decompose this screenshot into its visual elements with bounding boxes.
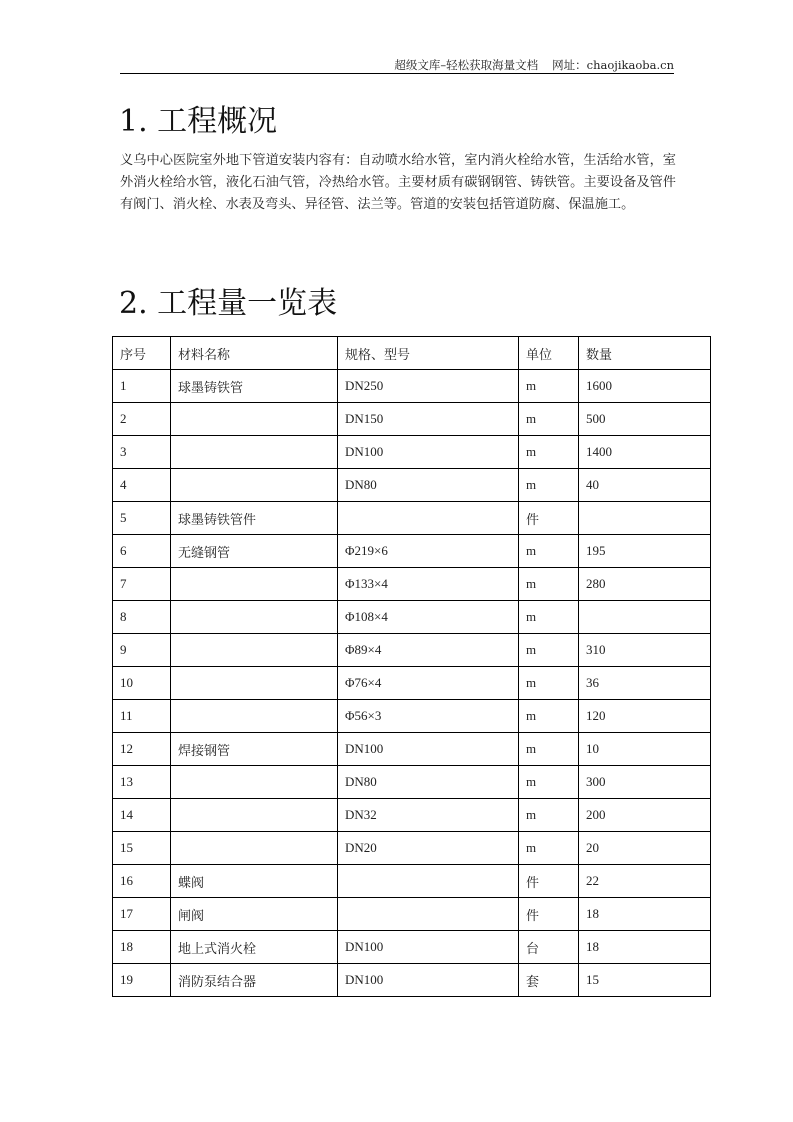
cell-spec <box>338 502 519 535</box>
cell-spec: DN20 <box>338 832 519 865</box>
cell-unit: m <box>519 535 579 568</box>
cell-unit: m <box>519 436 579 469</box>
table-header-row <box>113 337 711 370</box>
cell-unit: m <box>519 799 579 832</box>
cell-unit: m <box>519 634 579 667</box>
cell-spec: Φ219×6 <box>338 535 519 568</box>
cell-unit: m <box>519 832 579 865</box>
quantity-table <box>112 336 711 997</box>
cell-material <box>171 766 338 799</box>
table-row <box>113 370 711 403</box>
cell-unit: m <box>519 370 579 403</box>
cell-material: 无缝钢管 <box>171 535 338 568</box>
cell-index: 7 <box>113 568 171 601</box>
cell-spec: DN80 <box>338 469 519 502</box>
cell-spec: DN80 <box>338 766 519 799</box>
cell-material <box>171 700 338 733</box>
header-cell-spec: 规格、型号 <box>338 337 519 370</box>
cell-material: 球墨铸铁管件 <box>171 502 338 535</box>
cell-quantity: 10 <box>579 733 711 766</box>
cell-unit: m <box>519 766 579 799</box>
cell-quantity: 1600 <box>579 370 711 403</box>
section-title-overview: 1. 工程概况 <box>119 104 278 139</box>
cell-spec: DN250 <box>338 370 519 403</box>
cell-index: 8 <box>113 601 171 634</box>
cell-unit: m <box>519 403 579 436</box>
cell-unit: 件 <box>519 502 579 535</box>
cell-index: 18 <box>113 931 171 964</box>
cell-unit: 套 <box>519 964 579 997</box>
cell-material <box>171 436 338 469</box>
cell-quantity: 22 <box>579 865 711 898</box>
cell-quantity <box>579 502 711 535</box>
cell-index: 1 <box>113 370 171 403</box>
cell-quantity: 500 <box>579 403 711 436</box>
cell-quantity: 280 <box>579 568 711 601</box>
table-row <box>113 766 711 799</box>
cell-index: 5 <box>113 502 171 535</box>
cell-material: 蝶阀 <box>171 865 338 898</box>
cell-quantity: 195 <box>579 535 711 568</box>
cell-unit: 台 <box>519 931 579 964</box>
table-row <box>113 700 711 733</box>
cell-spec: Φ89×4 <box>338 634 519 667</box>
header-divider <box>120 73 674 74</box>
cell-quantity: 300 <box>579 766 711 799</box>
site-url: 网址：chaojikaoba.cn <box>552 58 674 72</box>
table-row <box>113 964 711 997</box>
table-row <box>113 601 711 634</box>
cell-material: 球墨铸铁管 <box>171 370 338 403</box>
cell-quantity: 120 <box>579 700 711 733</box>
cell-index: 9 <box>113 634 171 667</box>
cell-unit: m <box>519 700 579 733</box>
cell-spec: DN100 <box>338 733 519 766</box>
cell-unit: 件 <box>519 865 579 898</box>
cell-index: 17 <box>113 898 171 931</box>
cell-material <box>171 832 338 865</box>
table-row <box>113 799 711 832</box>
cell-spec: Φ108×4 <box>338 601 519 634</box>
cell-spec: DN100 <box>338 436 519 469</box>
table-row <box>113 931 711 964</box>
cell-index: 3 <box>113 436 171 469</box>
cell-quantity: 1400 <box>579 436 711 469</box>
cell-unit: m <box>519 568 579 601</box>
cell-quantity: 20 <box>579 832 711 865</box>
cell-spec: DN100 <box>338 964 519 997</box>
cell-material <box>171 403 338 436</box>
cell-index: 4 <box>113 469 171 502</box>
table-row <box>113 436 711 469</box>
header-cell-material: 材料名称 <box>171 337 338 370</box>
cell-index: 19 <box>113 964 171 997</box>
cell-unit: m <box>519 469 579 502</box>
cell-index: 13 <box>113 766 171 799</box>
cell-material <box>171 634 338 667</box>
cell-spec: Φ133×4 <box>338 568 519 601</box>
cell-material <box>171 601 338 634</box>
cell-spec: DN32 <box>338 799 519 832</box>
page-header <box>120 57 674 73</box>
cell-quantity: 310 <box>579 634 711 667</box>
table-row <box>113 733 711 766</box>
table-row <box>113 667 711 700</box>
cell-index: 16 <box>113 865 171 898</box>
header-cell-unit: 单位 <box>519 337 579 370</box>
table-row <box>113 634 711 667</box>
cell-spec: Φ56×3 <box>338 700 519 733</box>
cell-material: 焊接钢管 <box>171 733 338 766</box>
cell-index: 10 <box>113 667 171 700</box>
table-row <box>113 832 711 865</box>
cell-index: 2 <box>113 403 171 436</box>
site-name: 超级文库–轻松获取海量文档 <box>394 58 539 72</box>
cell-unit: 件 <box>519 898 579 931</box>
cell-index: 12 <box>113 733 171 766</box>
cell-quantity: 36 <box>579 667 711 700</box>
cell-spec: DN150 <box>338 403 519 436</box>
cell-index: 15 <box>113 832 171 865</box>
overview-paragraph: 义乌中心医院室外地下管道安装内容有：自动喷水给水管，室内消火栓给水管，生活给水管，室外消火栓给水管，液化石油气管，冷热给水管。主要材质有碳钢钢管、铸铁管。主要设备及管件有阀门、消火栓、水表及弯头、异径管、法兰等。管道的安装包括管道防腐、保温施工。 <box>120 153 676 212</box>
cell-quantity: 200 <box>579 799 711 832</box>
cell-material: 闸阀 <box>171 898 338 931</box>
cell-unit: m <box>519 733 579 766</box>
cell-material <box>171 667 338 700</box>
section-title-quantity-table: 2. 工程量一览表 <box>119 286 338 321</box>
cell-quantity <box>579 601 711 634</box>
table-row <box>113 865 711 898</box>
header-cell-index: 序号 <box>113 337 171 370</box>
cell-material <box>171 568 338 601</box>
cell-quantity: 15 <box>579 964 711 997</box>
table-row <box>113 502 711 535</box>
cell-quantity: 40 <box>579 469 711 502</box>
cell-material <box>171 799 338 832</box>
cell-unit: m <box>519 601 579 634</box>
cell-spec: Φ76×4 <box>338 667 519 700</box>
cell-spec <box>338 898 519 931</box>
table-row <box>113 535 711 568</box>
cell-index: 11 <box>113 700 171 733</box>
cell-quantity: 18 <box>579 931 711 964</box>
table-row <box>113 898 711 931</box>
header-cell-quantity: 数量 <box>579 337 711 370</box>
cell-material: 消防泵结合器 <box>171 964 338 997</box>
cell-index: 14 <box>113 799 171 832</box>
cell-unit: m <box>519 667 579 700</box>
cell-material <box>171 469 338 502</box>
table-row <box>113 403 711 436</box>
cell-material: 地上式消火栓 <box>171 931 338 964</box>
cell-quantity: 18 <box>579 898 711 931</box>
table-row <box>113 568 711 601</box>
table-row <box>113 469 711 502</box>
cell-spec: DN100 <box>338 931 519 964</box>
cell-index: 6 <box>113 535 171 568</box>
cell-spec <box>338 865 519 898</box>
